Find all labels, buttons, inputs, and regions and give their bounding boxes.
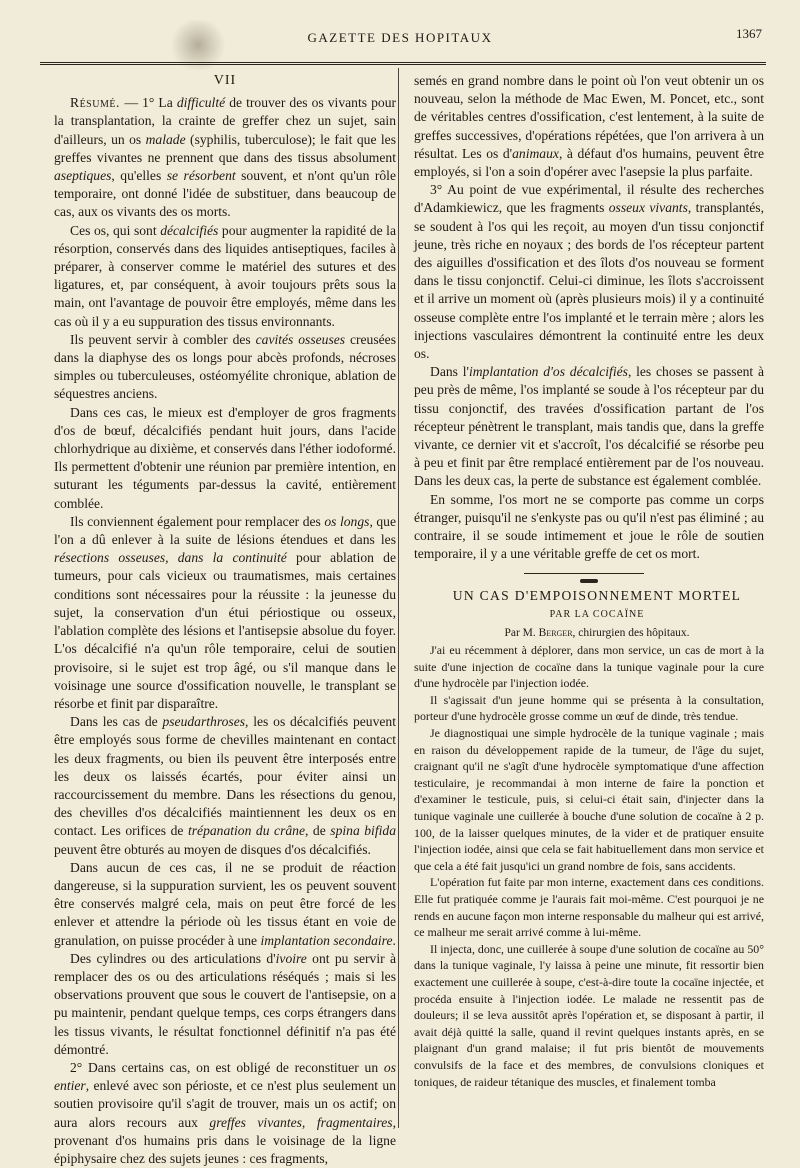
resume-label: Résumé. <box>70 95 125 111</box>
italic-term: aseptiques <box>54 168 112 184</box>
article-paragraph: Il s'agissait d'un jeune homme qui se présenta à la consultation, porteur d'une hydrocèle grosse comme un œuf de dinde, très tendue. <box>414 692 764 724</box>
article-paragraph: Il injecta, donc, une cuillerée à soupe d'une solution de cocaïne au 50° dans la tunique vaginale, l'y laissa à peine une minute, fit ressortir bien exactement une cuillerée à soupe, c'est-à-dire toute la cocaïne injectée, et procéda ensuite à l'injection iodée. Le malade ne ressentit pas de douleurs; il se leva aussitôt après l'opération et, se disposant à partir, il avait déjà quitté la salle, quand il revint quelques instants après, en se plaignant d'un grand malaise; il fut pris bientôt de mouvements convulsifs de la face et des membres, de convulsions cloniques et toniques, de raideur tétanique des muscles, et finalement tomba <box>414 941 764 1089</box>
italic-term: ivoire <box>275 950 307 966</box>
paragraph: 3° Au point de vue expérimental, il résulte des recherches d'Adamkiewicz, que les fragments osseux vivants, transplantés, se soudent à l'os qui les reçoit, au moyen d'un tissu conjonctif jeune, très riche en noyaux ; des bords de l'os récepteur partent des aiguilles d'ossification et des îlots d'os nouveau se forment dans le tissu conjonctif. Celui-ci diminue, les îlots s'accroissent et il arrive un moment où (après plusieurs mois) il y a continuité osseuse complète entre l'os implanté et le terrain mère ; alors les injections vasculaires démontrent la continuité entre les deux os. <box>414 182 764 362</box>
article-paragraph: L'opération fut faite par mon interne, exactement dans ces conditions. Elle fut pratiquée comme je l'aurais fait moi-même. C'est pourquoi je ne rends en aucune façon mon interne responsable du malheur qui est arrivé, ce malheur me serait arrivé comme à lui-même. <box>414 875 764 940</box>
italic-term: os longs <box>324 513 370 529</box>
paragraph: Dans aucun de ces cas, il ne se produit de réaction dangereuse, si la suppuration survient, les os peuvent souvent être conservés malgré cela, mais on peut être forcé de les enlever et attendre la période où les tissus étant en voie de granulation, on puisse procéder à une implantation secondaire. <box>54 859 396 948</box>
header-rule <box>40 62 766 65</box>
right-column-body <box>414 72 764 563</box>
paragraph: En somme, l'os mort ne se comporte pas comme un corps étranger, puisqu'il ne s'enkyste pas ou qu'il n'est pas éliminé ; au contraire, il se soude intimement et joue le rôle de soutien temporaire, il y a une véritable greffe de cet os mort. <box>414 491 764 562</box>
article-subtitle: PAR LA COCAÏNE <box>549 608 645 620</box>
italic-term: implantation d'os décalcifiés <box>468 364 628 380</box>
italic-term: malade <box>145 131 186 147</box>
left-column-body <box>54 94 396 1168</box>
article-body <box>414 642 764 1090</box>
paragraph: Dans ces cas, le mieux est d'employer de gros fragments d'os de bœuf, décalcifiés pendant huit jours, dans l'acide chlorhydrique au dixième, et conservés dans l'éther iodoformé. Ils permettent d'obtenir une réunion par première intention, en suturant les téguments par-dessus la cavité, entièrement comblée. <box>54 404 396 511</box>
paragraph: semés en grand nombre dans le point où l'on veut obtenir un os nouveau, selon la méthode de Mac Ewen, M. Poncet, etc., sont de véritables centres d'ossification, c'est lentement, à la suite de greffes successives, d'opérations répétées, que l'on arrivera à un résultat. Les os d'animaux, à défaut d'os humains, peuvent être employés, si l'on a soin d'opérer avec l'asepsie la plus parfaite. <box>414 73 764 180</box>
paragraph: Dans l'implantation d'os décalcifiés, les choses se passent à peu près de même, l'os implanté se soude à l'os récepteur par du tissu conjonctif, des travées d'ossification partant de l'os récepteur pénètrent le transplant, mais tandis que, dans la greffe vivante, ce dernier vit et s'accroît, l'os décalcifié se résorbe peu à peu et finit par être remplacé entièrement par de l'os nouveau. Dans les deux cas, la perte de substance est également comblée. <box>414 364 764 489</box>
italic-term: difficulté <box>176 95 226 111</box>
italic-term: pseudarthroses <box>162 714 246 730</box>
paragraph: 2° Dans certains cas, on est obligé de reconstituer un os entier, enlevé avec son périoste, et ce n'est plus seulement un soutien provisoire qu'il s'agit de trouver, mais un os actif; on aura alors recours aux greffes vivantes, fragmentaires, provenant d'os humains pris dans le voisinage de la ligne épiphysaire chez des sujets jeunes : ces fragments, <box>54 1059 396 1166</box>
section-number: VII <box>213 73 237 88</box>
italic-term: décalcifiés <box>160 222 219 238</box>
italic-term: cavités osseuses <box>255 331 346 347</box>
running-head <box>0 24 800 50</box>
italic-term: animaux <box>512 145 559 161</box>
paragraph: Ils conviennent également pour remplacer des os longs, que l'on a dû enlever à la suite de lésions étendues et dans les résections osseuses, dans la continuité pour ablation de tumeurs, pour cals vicieux ou traumatismes, mais certaines conditions sont nécessaires pour la réussite : la jeunesse du sujet, la conservation d'un étui périostique ou osseux, l'ablation complète des lésions et l'antisepsie absolue du foyer. L'os décalcifié n'a qu'un rôle temporaire, celui de soutien provisoire, si le sujet est trop âgé, ou s'il manque dans le voisinage une source d'ossification nouvelle, le transplant se résorbe et finit par disparaître. <box>54 513 396 711</box>
italic-term: trépanation du crâne <box>187 823 305 839</box>
page-number: 1367 <box>736 26 762 41</box>
right-column <box>414 72 764 1090</box>
paragraph: Ces os, qui sont décalcifiés pour augmenter la rapidité de la résorption, conservés dans des liquides antiseptiques, faciles à préparer, à conserver comme le matériel des sutures et des ligatures, et, par conséquent, à avoir toujours prêts sous la main, ont l'avantage de pouvoir être employés, même dans les cas où il y a eu suppuration des tissus environnants. <box>54 222 396 329</box>
italic-term: greffes vivantes, fragmentaires <box>209 1114 393 1130</box>
italic-term: résections osseuses, dans la continuité <box>54 550 287 566</box>
italic-term: osseux vivants <box>608 200 688 216</box>
article-paragraph: Je diagnostiquai une simple hydrocèle de la tunique vaginale ; mais en raison du développement rapide de la tumeur, de l'âge du sujet, craignant qu'il ne s'agît d'une hydrocèle symptomatique d'une affection testiculaire, je recommandai à mon interne de faire la ponction et d'examiner le testicule, puis, si celui-ci était sain, d'injecter dans la tunique vaginale une cuillerée à bouche d'une solution de cocaïne à 2 p. 100, de la laisser quelques minutes, de la vider et de pratiquer ensuite l'injection iodée, ainsi que cela se fait habituellement dans mon service et que cela a été fait jusqu'ici un grand nombre de fois, sans accidents. <box>414 726 764 873</box>
paragraph: Ils peuvent servir à combler des cavités osseuses creusées dans la diaphyse des os longs pour abcès profonds, nécroses simples ou tuberculeuses, ostéomyélite chronique, ablation de séquestres anciens. <box>54 331 396 402</box>
italic-term: os entier <box>54 1059 396 1094</box>
author-name: Berger <box>538 626 573 639</box>
byline-prefix: Par M. <box>504 626 536 639</box>
left-column <box>54 72 396 1168</box>
paragraph: Dans les cas de pseudarthroses, les os décalcifiés peuvent être employés sous forme de chevilles maintenant en contact les deux fragments, ou bien ils peuvent être interposés entre les deux os laissés écartés, pour éviter ainsi un raccourcissement du membre. Dans les résections du genou, des chevilles d'os décalcifiés maintiennent les deux os en contact. Les orifices de trépanation du crâne, de spina bifida peuvent être obturés au moyen de disques d'os décalcifiés. <box>54 714 396 857</box>
paragraph: Résumé. — 1° La difficulté de trouver des os vivants pour la transplantation, la crainte de greffer chez un sujet, sain d'ailleurs, un os malade (syphilis, tuberculose); le fait que les greffes vivantes ne prennent que dans des tissus absolument aseptiques, qu'elles se résorbent souvent, et n'ont qu'un rôle temporaire, ont donné l'idée de substituer, dans beaucoup de cas, aux os vivants des os morts. <box>54 95 397 220</box>
italic-term: se résorbent <box>166 168 236 184</box>
article-paragraph: J'ai eu récemment à déplorer, dans mon service, un cas de mort à la suite d'une injection de cocaïne dans la tunique vaginale pour la cure d'une hydrocèle par l'injection iodée. <box>414 643 764 691</box>
italic-term: implantation secondaire <box>260 932 393 948</box>
article-byline <box>414 624 764 642</box>
italic-term: spina bifida <box>330 823 396 839</box>
section-ornament <box>414 571 764 577</box>
article-title: UN CAS D'EMPOISONNEMENT MORTEL <box>452 588 742 604</box>
paragraph: Des cylindres ou des articulations d'ivoire ont pu servir à remplacer des os ou des articulations réséqués ; mais si les observations prouvent que sous le couvert de l'antisepsie, on a pu maintenir, pendant quelque temps, ces corps étrangers dans les tissus vivants, le résultat fonctionnel définitif n'a pas été démontré. <box>54 950 396 1057</box>
byline-suffix: , chirurgien des hôpitaux. <box>572 626 690 639</box>
journal-title: GAZETTE DES HOPITAUX <box>307 30 493 45</box>
column-divider <box>398 68 399 1128</box>
